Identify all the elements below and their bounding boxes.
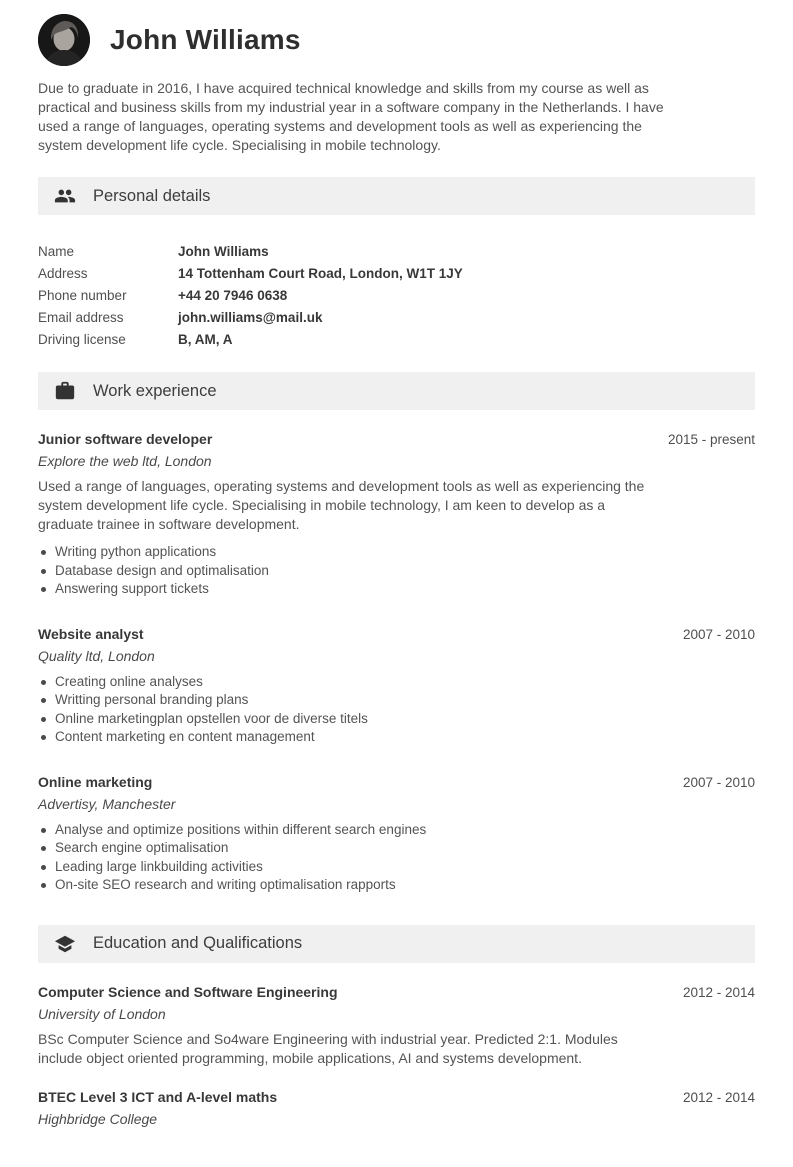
job-description: Used a range of languages, operating systems and development tools as well as experiencing the system development life cycle. Specialising in mobile technology, I am keen to develop as a graduate trainee in software development.	[38, 478, 645, 532]
personal-details-list	[38, 240, 755, 350]
section-header-education	[38, 925, 755, 963]
job-bullet: Leading large linkbuilding activities	[38, 858, 755, 877]
job-bullet-list	[38, 543, 755, 599]
job-company: Explore the web ltd, London	[38, 453, 212, 469]
detail-row-address	[38, 262, 755, 284]
job-title: Junior software developer	[38, 431, 213, 447]
avatar	[38, 14, 90, 66]
job-bullet: Answering support tickets	[38, 580, 755, 599]
job-dates: 2007 - 2010	[682, 626, 755, 642]
degree-title: Computer Science and Software Engineering	[38, 983, 338, 1000]
education-entry	[38, 1089, 755, 1127]
section-title-work-experience: Work experience	[93, 381, 217, 400]
detail-value: John Williams	[178, 243, 269, 259]
avatar-photo	[38, 14, 90, 66]
job-dates: 2015 - present	[667, 432, 755, 447]
detail-row-driving-license	[38, 328, 755, 350]
job-bullet: Creating online analyses	[38, 673, 755, 692]
summary-text: Due to graduate in 2016, I have acquired technical knowledge and skills from my course as well as practical and business skills from my industrial year in a software company in the Netherlands. I have used a range of languages, operating systems and development tools as well as experiencing the system development life cycle. Specialising in mobile technology.	[38, 80, 664, 153]
job-title: Website analyst	[38, 625, 144, 642]
section-title-education: Education and Qualifications	[93, 934, 303, 952]
degree-title: BTEC Level 3 ICT and A-level maths	[38, 1088, 278, 1105]
section-header-work-experience	[38, 372, 755, 410]
job-title: Online marketing	[38, 773, 153, 790]
detail-label: Address	[38, 265, 88, 281]
degree-dates: 2012 - 2014	[682, 1089, 755, 1105]
school-name: University of London	[38, 1005, 166, 1022]
entry-head	[38, 1089, 755, 1105]
detail-label: Phone number	[38, 287, 127, 303]
people-icon	[54, 185, 76, 207]
section-header-personal-details	[38, 177, 755, 215]
degree-description: BSc Computer Science and So4ware Engineering with industrial year. Predicted 2:1. Modules include object oriented programming, mobile applications, AI and systems development.	[38, 1030, 618, 1066]
school-name: Highbridge College	[38, 1110, 158, 1127]
job-bullet: Search engine optimalisation	[38, 839, 755, 858]
detail-label: Email address	[38, 309, 124, 325]
job-bullet: Online marketingplan opstellen voor de diverse titels	[38, 710, 755, 729]
job-bullet: On-site SEO research and writing optimalisation rapports	[38, 876, 755, 895]
page-title: John Williams	[110, 24, 301, 55]
detail-row-phone	[38, 284, 755, 306]
work-entry	[38, 774, 755, 895]
detail-row-email	[38, 306, 755, 328]
detail-row-name	[38, 240, 755, 262]
entry-head	[38, 626, 755, 642]
entry-head	[38, 774, 755, 790]
detail-value: john.williams@mail.uk	[178, 309, 323, 325]
education-entry	[38, 984, 755, 1068]
header	[38, 14, 755, 66]
work-entry	[38, 431, 755, 599]
job-bullet: Content marketing en content management	[38, 728, 755, 747]
briefcase-icon	[54, 380, 76, 402]
detail-label: Driving license	[38, 331, 126, 347]
entry-head	[38, 431, 755, 447]
degree-dates: 2012 - 2014	[682, 984, 755, 1000]
entry-head	[38, 984, 755, 1000]
spacer	[38, 747, 755, 753]
detail-label: Name	[38, 243, 75, 259]
detail-value: 14 Tottenham Court Road, London, W1T 1JY	[178, 265, 463, 281]
work-entry	[38, 626, 755, 747]
job-bullet: Analyse and optimize positions within different search engines	[38, 821, 755, 840]
job-bullet: Database design and optimalisation	[38, 562, 755, 581]
job-bullet: Writting personal branding plans	[38, 691, 755, 710]
job-bullet: Writing python applications	[38, 543, 755, 562]
job-bullet-list	[38, 673, 755, 747]
graduation-cap-icon	[54, 933, 76, 955]
spacer	[38, 599, 755, 605]
job-company: Quality ltd, London	[38, 647, 155, 664]
detail-value: +44 20 7946 0638	[178, 287, 288, 303]
section-title-personal-details: Personal details	[93, 186, 211, 205]
job-dates: 2007 - 2010	[682, 774, 755, 790]
job-company: Advertisy, Manchester	[38, 795, 176, 812]
detail-value: B, AM, A	[178, 331, 233, 347]
job-bullet-list	[38, 821, 755, 895]
